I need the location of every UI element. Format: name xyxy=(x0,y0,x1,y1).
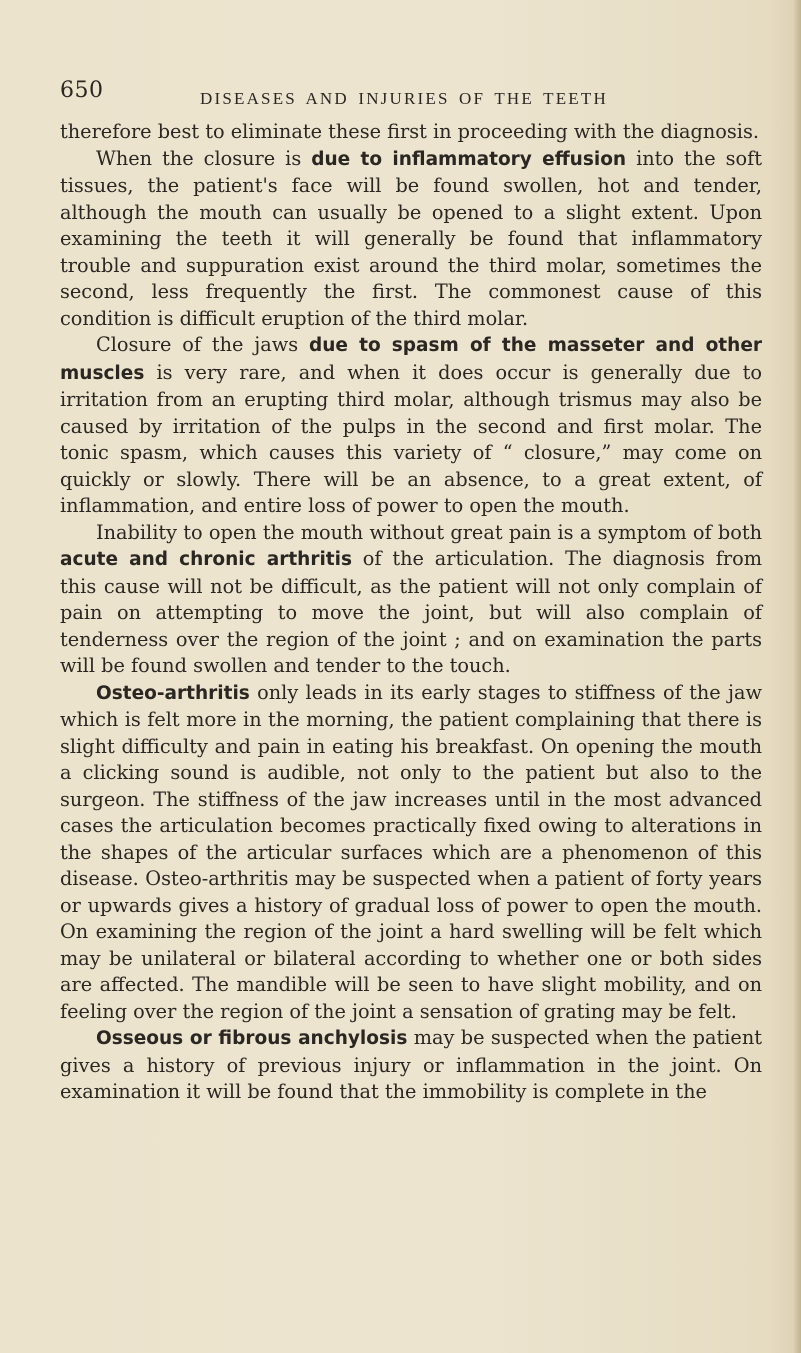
paragraph xyxy=(60,119,762,146)
paragraph xyxy=(60,520,762,680)
paragraph-text: therefore best to eliminate these first in proceeding with the diagnosis. xyxy=(60,120,760,143)
paragraph-lead: When the closure is xyxy=(96,146,312,170)
paragraph xyxy=(60,1025,762,1106)
keyword-heading: Osteo-arthritis xyxy=(96,682,250,704)
running-head: DISEASES AND INJURIES OF THE TEETH xyxy=(200,89,608,108)
paragraph-text: into the soft tissues, the patient's face will be found swollen, hot and tender, although the mouth can usually be opened to a slight extent. Upon examining the teeth it will generally be found that inflammatory trouble and suppuration exist around the third molar, sometimes the second, less frequently the first. The commonest cause of this condition is difficult eruption of the third molar. xyxy=(60,146,762,330)
paragraph-text: is very rare, and when it does occur is generally due to irritation from an erupting third molar, although trismus may also be caused by irritation of the pulps in the second and first molar. The tonic spasm, which causes this variety of “ closure,” may come on quickly or slowly. There will be an absence, to a great extent, of inflammation, and entire loss of power to open the mouth. xyxy=(60,360,762,517)
keyword-heading: due to spasm of the masseter and other muscles xyxy=(60,335,762,384)
page-number: 650 xyxy=(60,78,104,103)
keyword-heading: Osseous or fibrous anchylosis xyxy=(96,1028,408,1049)
paragraph xyxy=(60,332,762,520)
paragraph-lead: Closure of the jaws xyxy=(96,333,309,356)
keyword-heading: due to inflammatory effusion xyxy=(311,148,627,170)
paragraph-lead: Inability to open the mouth without great pain is a symptom of both xyxy=(96,520,762,544)
page-header xyxy=(60,78,760,114)
paragraph xyxy=(60,680,762,1026)
paragraph-text: may be suspected when the patient gives a history of previous injury or inflammation in the joint. On examination it will be found that the immobility is complete in the xyxy=(60,1026,762,1103)
page-edge-shadow xyxy=(793,0,801,1353)
body-text xyxy=(60,119,762,1106)
paragraph-text: of the articulation. The diagnosis from this cause will not be difficult, as the patient will not only complain of pain on attempting to move the joint, but will also complain of tenderness over the region of the joint ; and on examination the parts will be found swollen and tender to the touch. xyxy=(60,547,762,677)
paragraph-text: only leads in its early stages to stiffness of the jaw which is felt more in the morning, the patient complaining that there is slight difficulty and pain in eating his breakfast. On opening the mouth a clicking sound is audible, not only to the patient but also to the surgeon. The stiffness of the jaw increases until in the most advanced cases the articulation becomes practically fixed owing to alterations in the shapes of the articular surfaces which are a phenomenon of this disease. Osteo-arthritis may be suspected when a patient of forty years or upwards gives a history of gradual loss of power to open the mouth. On examining the region of the joint a hard swelling will be felt which may be unilateral or bilateral according to whether one or both sides are affected. The mandible will be seen to have slight mobility, and on feeling over the region of the joint a sensation of grating may be felt. xyxy=(60,680,762,1023)
keyword-heading: acute and chronic arthritis xyxy=(60,549,352,570)
paragraph xyxy=(60,146,762,333)
